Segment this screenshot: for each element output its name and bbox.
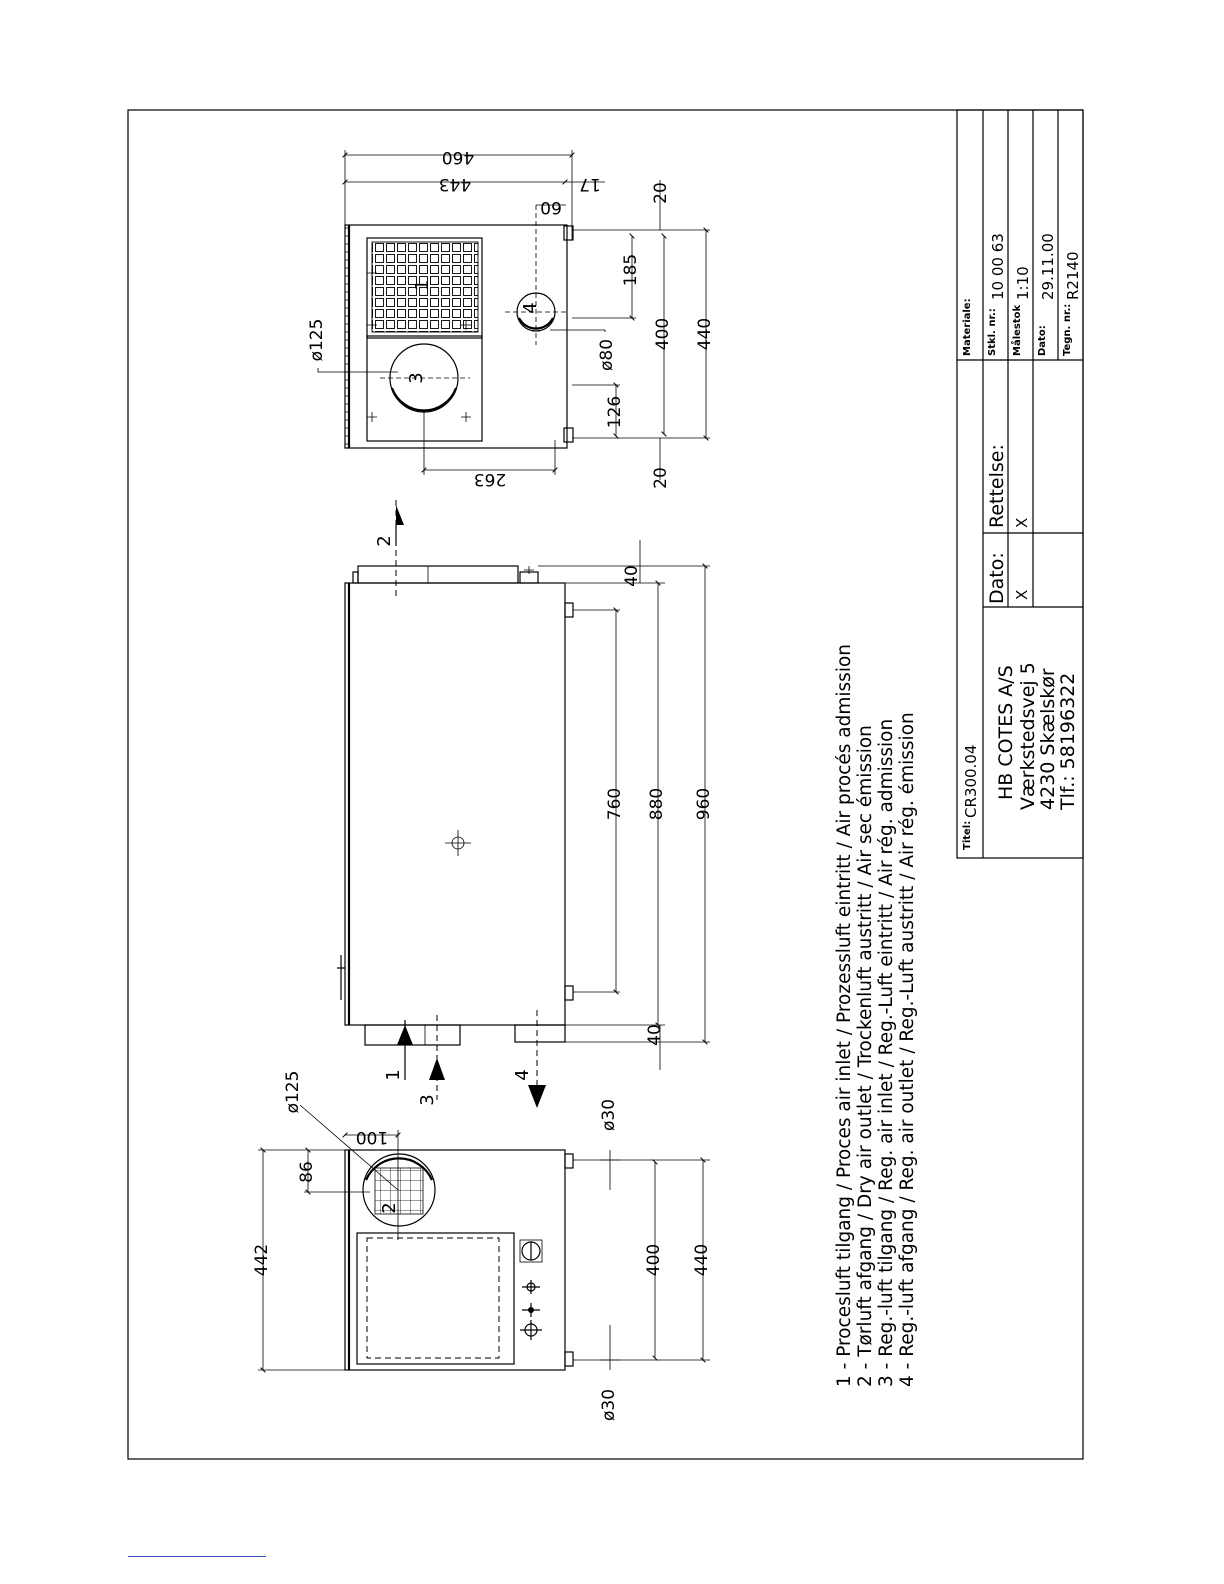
dim-20-bottom: 20 (651, 467, 671, 489)
malestok-value: 1:10 (1014, 266, 1032, 300)
arrow-label-2: 2 (374, 535, 395, 547)
port-label-3-top: 3 (406, 372, 427, 384)
dato2-value: 29.11.00 (1039, 233, 1057, 300)
dim-40-top: 40 (622, 565, 642, 587)
arrow-label-3: 3 (417, 1094, 438, 1106)
end-view (252, 1071, 712, 1421)
dim-86: 86 (297, 1161, 317, 1183)
title-block (957, 110, 1083, 858)
dim-760: 760 (605, 787, 625, 821)
dim-440-top: 440 (695, 317, 715, 351)
dim-d125-top: ø125 (307, 318, 327, 362)
dim-263: 263 (473, 469, 507, 489)
company-name: HB COTES A/S (995, 665, 1017, 800)
port-label-4-top: 4 (520, 302, 541, 314)
stkl-label: Stkl. nr.: (987, 308, 998, 356)
dim-17: 17 (579, 174, 601, 194)
legend-item-2: 2 - Tørluft afgang / Dry air outlet / Trockenluft austritt / Air sec émission (855, 725, 876, 1387)
dim-400-top: 400 (653, 317, 673, 351)
arrow-label-1: 1 (383, 1069, 404, 1081)
dim-442: 442 (252, 1243, 272, 1277)
dim-d125-end: ø125 (283, 1070, 303, 1114)
dim-443: 443 (438, 174, 472, 194)
dim-880: 880 (647, 787, 667, 821)
company-city: 4230 Skælskør (1037, 668, 1059, 810)
dato-label: Dato: (986, 552, 1008, 604)
company-street: Værkstedsvej 5 (1017, 662, 1039, 810)
dim-100: 100 (355, 1127, 389, 1147)
side-view (337, 500, 714, 1108)
dato-value: X (1013, 589, 1031, 600)
titel-value: CR300.04 (962, 744, 980, 818)
port-label-2-end: 2 (379, 1202, 400, 1214)
legend (834, 644, 918, 1387)
dim-185: 185 (621, 253, 641, 287)
port-label-1-top: 1 (412, 279, 433, 291)
company-phone: Tlf.: 58196322 (1057, 672, 1079, 810)
tegn-label: Tegn. nr.: (1062, 303, 1073, 356)
bottom-link-line[interactable] (128, 1556, 266, 1557)
dim-d80: ø80 (597, 338, 617, 372)
dim-460: 460 (441, 147, 475, 167)
dim-d30-top: ø30 (599, 1098, 619, 1132)
rettelse-label: Rettelse: (986, 444, 1008, 528)
legend-item-4: 4 - Reg.-luft afgang / Reg. air outlet / Reg.-Luft austritt / Air rég. émission (897, 712, 918, 1387)
titel-label: Titel: (962, 820, 973, 850)
dim-126: 126 (605, 395, 625, 429)
side-view-body (345, 583, 565, 1025)
legend-item-3: 3 - Reg.-luft tilgang / Reg. air inlet / Reg.-Luft eintritt / Air rég. admission (876, 718, 897, 1387)
dim-960: 960 (694, 787, 714, 821)
dim-60: 60 (540, 197, 562, 217)
dim-d30-bottom: ø30 (599, 1388, 619, 1422)
dim-40-bottom: 40 (645, 1024, 665, 1046)
control-panel (357, 1233, 514, 1364)
dim-400-end: 400 (644, 1243, 664, 1277)
materiale-label: Materiale: (962, 298, 973, 356)
tegn-value: R2140 (1064, 251, 1082, 300)
arrow-label-4: 4 (512, 1069, 533, 1081)
rettelse-value: X (1013, 517, 1031, 528)
stkl-value: 10 00 63 (989, 233, 1007, 300)
legend-item-1: 1 - Procesluft tilgang / Proces air inlet / Prozessluft eintritt / Air procés admission (834, 644, 855, 1387)
top-view (307, 147, 715, 489)
malestok-label: Målestok (1012, 304, 1023, 356)
dim-20-top: 20 (651, 182, 671, 204)
dim-440-end: 440 (692, 1243, 712, 1277)
dato2-label: Dato: (1037, 325, 1048, 356)
